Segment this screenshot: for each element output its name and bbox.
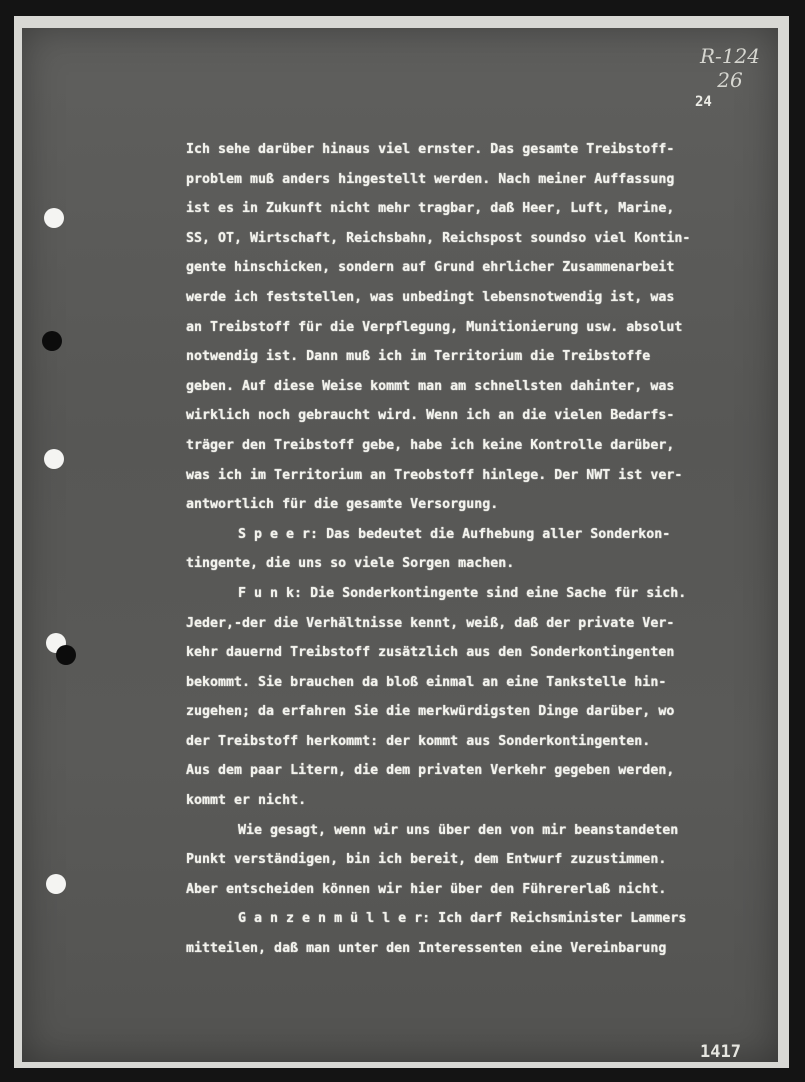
text-line: notwendig ist. Dann muß ich im Territorium die Treibstoffe <box>186 349 651 365</box>
paragraph-funk <box>186 579 746 816</box>
text-line: Das bedeutet die Aufhebung aller Sonderkon- <box>326 526 671 542</box>
text-line: träger den Treibstoff gebe, habe ich keine Kontrolle darüber, <box>186 437 675 453</box>
text-line: Punkt verständigen, bin ich bereit, dem Entwurf zuzustimmen. <box>186 852 667 868</box>
text-line: geben. Auf diese Weise kommt man am schnellsten dahinter, was <box>186 378 675 394</box>
speaker-name: S p e e r: <box>238 526 319 542</box>
text-line: Ich darf Reichsminister Lammers <box>438 911 687 927</box>
text-line: SS, OT, Wirtschaft, Reichsbahn, Reichspost soundso viel Kontin- <box>186 230 691 246</box>
page-number: 24 <box>695 94 712 110</box>
speaker-name: G a n z e n m ü l l e r: <box>238 911 431 927</box>
text-line: Wie gesagt, wenn wir uns über den von mir beanstandeten <box>238 822 679 838</box>
punch-hole <box>46 874 66 894</box>
paragraph <box>186 135 746 520</box>
text-line: kehr dauernd Treibstoff zusätzlich aus den Sonderkontingenten <box>186 645 675 661</box>
text-line: kommt er nicht. <box>186 793 307 809</box>
paragraph-speer <box>186 520 746 579</box>
archive-reference <box>700 44 760 92</box>
text-line: mitteilen, daß man unter den Interessenten eine Vereinbarung <box>186 941 667 957</box>
punch-hole <box>44 449 64 469</box>
text-line: bekommt. Sie brauchen da bloß einmal an eine Tankstelle hin- <box>186 674 667 690</box>
document-body <box>186 135 746 964</box>
punch-hole <box>56 645 76 665</box>
paragraph-ganzenmueller <box>186 904 746 963</box>
paragraph <box>186 816 746 905</box>
text-line: an Treibstoff für die Verpflegung, Munitionierung usw. absolut <box>186 319 683 335</box>
text-line: Aber entscheiden können wir hier über den Führererlaß nicht. <box>186 881 667 897</box>
text-line: Aus dem paar Litern, die dem privaten Verkehr gegeben werden, <box>186 763 675 779</box>
text-line: der Treibstoff herkommt: der kommt aus Sonderkontingenten. <box>186 733 651 749</box>
text-line: zugehen; da erfahren Sie die merkwürdigsten Dinge darüber, wo <box>186 704 675 720</box>
text-line: was ich im Territorium an Treobstoff hinlege. Der NWT ist ver- <box>186 467 683 483</box>
text-line: Die Sonderkontingente sind eine Sache für sich. <box>310 585 687 601</box>
text-line: Ich sehe darüber hinaus viel ernster. Das gesamte Treibstoff- <box>186 142 675 157</box>
page-stamp: 1417 <box>700 1042 741 1062</box>
punch-hole <box>42 331 62 351</box>
text-line: antwortlich für die gesamte Versorgung. <box>186 497 499 513</box>
text-line: tingente, die uns so viele Sorgen machen. <box>186 556 515 572</box>
punch-hole <box>44 208 64 228</box>
archive-reference-line-1: R-124 <box>700 44 760 68</box>
text-line: werde ich feststellen, was unbedingt lebensnotwendig ist, was <box>186 289 675 305</box>
text-line: problem muß anders hingestellt werden. Nach meiner Auffassung <box>186 171 675 187</box>
text-line: ist es in Zukunft nicht mehr tragbar, daß Heer, Luft, Marine, <box>186 201 675 217</box>
text-line: wirklich noch gebraucht wird. Wenn ich an die vielen Bedarfs- <box>186 408 675 424</box>
text-line: Jeder,-der die Verhältnisse kennt, weiß, daß der private Ver- <box>186 615 675 631</box>
text-line: gente hinschicken, sondern auf Grund ehrlicher Zusammenarbeit <box>186 260 675 276</box>
speaker-name: F u n k: <box>238 585 303 601</box>
archive-reference-line-2: 26 <box>717 68 743 92</box>
